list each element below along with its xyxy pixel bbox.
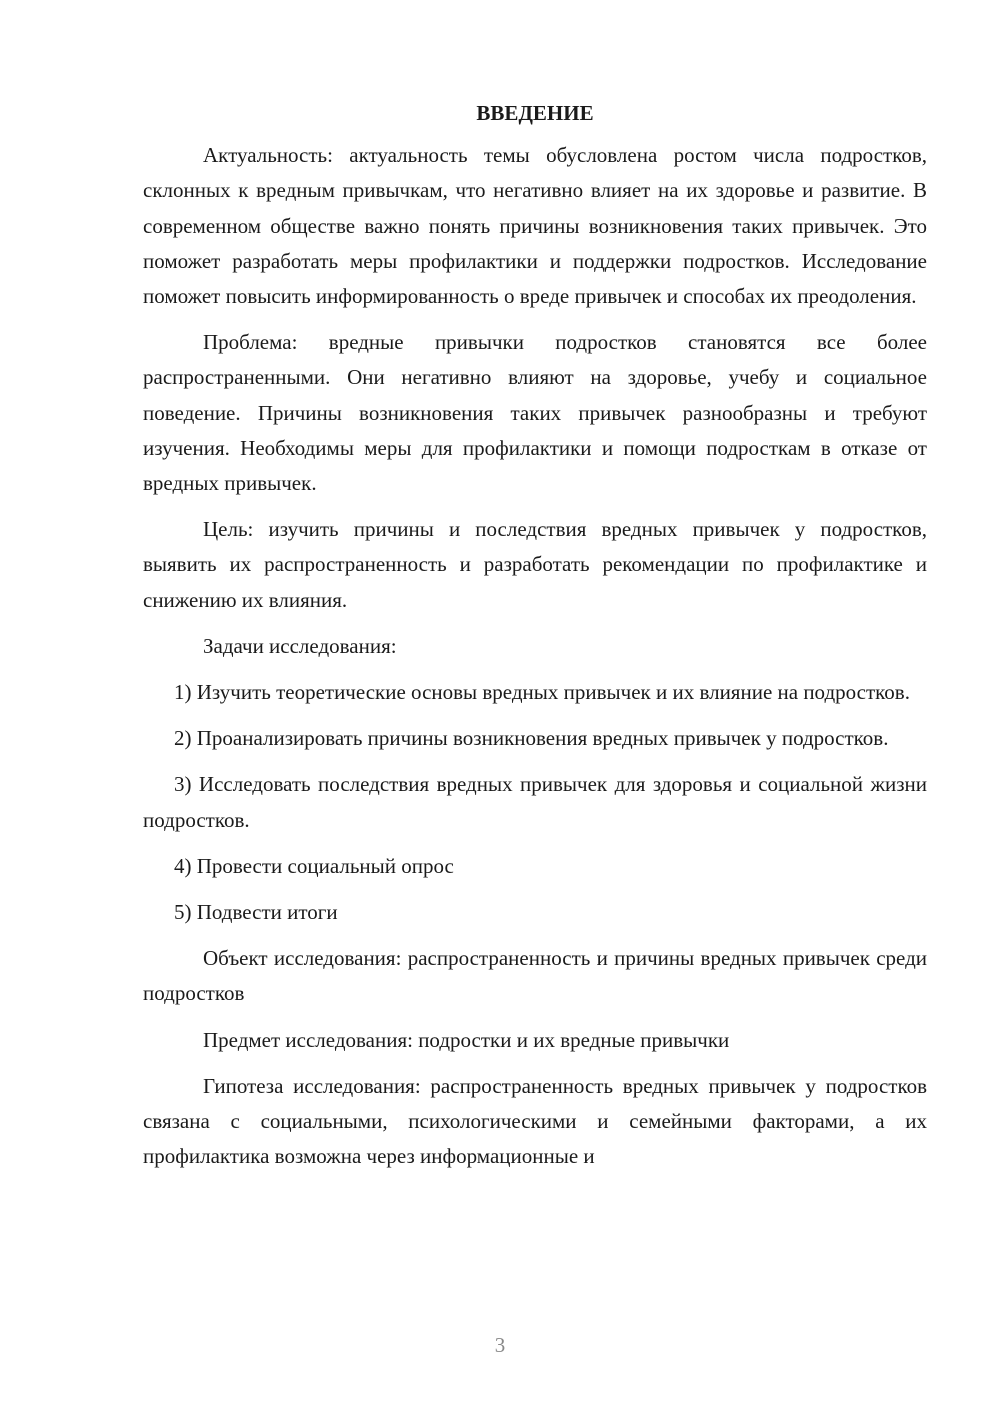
page-number: 3: [494, 1333, 506, 1357]
paragraph-goal: Цель: изучить причины и последствия вредных привычек у подростков, выявить их распространенность и разработать рекомендации по профилактике и снижению их влияния.: [143, 517, 927, 612]
paragraph-hypothesis: Гипотеза исследования: распространенность вредных привычек у подростков связана с социальными, психологическими и семейными факторами, а их профилактика возможна через информационные и: [143, 1073, 927, 1169]
paragraph-relevance: Актуальность: актуальность темы обусловлена ростом числа подростков, склонных к вредным привычкам, что негативно влияет на их здоровье и развитие. В современном обществе важно понять причины возникновения таких привычек. Это поможет разработать меры профилактики и поддержки подростков. Исследование поможет повысить информированность о вреде привычек и способах их преодоления.: [143, 143, 927, 309]
task-item-4: 4) Провести социальный опрос: [174, 853, 454, 878]
paragraph-tasks-heading: Задачи исследования:: [203, 633, 397, 658]
task-item-2: 2) Проанализировать причины возникновения вредных привычек у подростков.: [174, 726, 889, 751]
page-content: [143, 96, 927, 1185]
task-item-5: 5) Подвести итоги: [174, 900, 338, 925]
section-title: ВВЕДЕНИЕ: [476, 101, 594, 125]
paragraph-subject: Предмет исследования: подростки и их вредные привычки: [203, 1027, 730, 1052]
paragraph-object: Объект исследования: распространенность и причины вредных привычек среди подростков: [143, 946, 927, 1006]
task-item-3: 3) Исследовать последствия вредных привычек для здоровья и социальной жизни подростков.: [143, 772, 927, 832]
paragraph-problem: Проблема: вредные привычки подростков становятся все более распространенными. Они негативно влияют на здоровье, учебу и социальное поведение. Причины возникновения таких привычек разнообразны и требуют изучения. Необходимы меры для профилактики и помощи подросткам в отказе от вредных привычек.: [143, 330, 927, 496]
task-item-1: 1) Изучить теоретические основы вредных привычек и их влияние на подростков.: [174, 680, 910, 705]
